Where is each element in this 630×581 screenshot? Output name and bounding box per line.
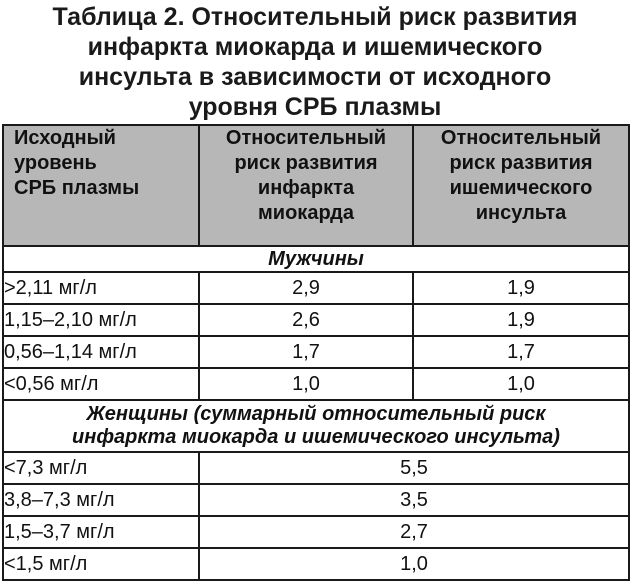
table-row: [3, 304, 629, 336]
section-row-men: [3, 246, 629, 272]
crp-level-cell: <0,56 мг/л: [3, 368, 199, 400]
crp-level-cell: >2,11 мг/л: [3, 272, 199, 304]
title-line: уровня СРБ плазмы: [188, 93, 442, 121]
mi-risk-cell: 1,7: [199, 336, 413, 368]
combined-risk-cell: 5,5: [199, 452, 629, 484]
table-row: [3, 452, 629, 484]
header-row: [3, 125, 629, 246]
table-row: [3, 272, 629, 304]
crp-level-cell: 3,8–7,3 мг/л: [3, 484, 199, 516]
crp-level-cell: <7,3 мг/л: [3, 452, 199, 484]
section-label-men: Мужчины: [3, 246, 629, 272]
table-row: [3, 516, 629, 548]
table-row: [3, 368, 629, 400]
table-row: [3, 548, 629, 580]
combined-risk-cell: 3,5: [199, 484, 629, 516]
title-line: инсульта в зависимости от исходного: [78, 63, 552, 91]
title-line: Таблица 2. Относительный риск развития: [52, 3, 578, 31]
header-stroke-risk: Относительный риск развития ишемического инсульта: [413, 125, 629, 246]
stroke-risk-cell: 1,0: [413, 368, 629, 400]
section-row-women: [3, 400, 629, 452]
table-row: [3, 484, 629, 516]
crp-level-cell: 1,15–2,10 мг/л: [3, 304, 199, 336]
table-row: [3, 336, 629, 368]
header-crp-level: Исходный уровень СРБ плазмы: [3, 125, 199, 246]
mi-risk-cell: 1,0: [199, 368, 413, 400]
mi-risk-cell: 2,6: [199, 304, 413, 336]
crp-level-cell: 1,5–3,7 мг/л: [3, 516, 199, 548]
mi-risk-cell: 2,9: [199, 272, 413, 304]
section-label-women: Женщины (суммарный относительный риск инфаркта миокарда и ишемического инсульта): [3, 400, 629, 452]
title-line: инфаркта миокарда и ишемического: [87, 33, 543, 61]
combined-risk-cell: 1,0: [199, 548, 629, 580]
stroke-risk-cell: 1,9: [413, 272, 629, 304]
stroke-risk-cell: 1,7: [413, 336, 629, 368]
table-title: [0, 2, 630, 122]
crp-level-cell: 0,56–1,14 мг/л: [3, 336, 199, 368]
combined-risk-cell: 2,7: [199, 516, 629, 548]
stroke-risk-cell: 1,9: [413, 304, 629, 336]
crp-level-cell: <1,5 мг/л: [3, 548, 199, 580]
header-mi-risk: Относительный риск развития инфаркта миокарда: [199, 125, 413, 246]
risk-table: [2, 124, 630, 581]
